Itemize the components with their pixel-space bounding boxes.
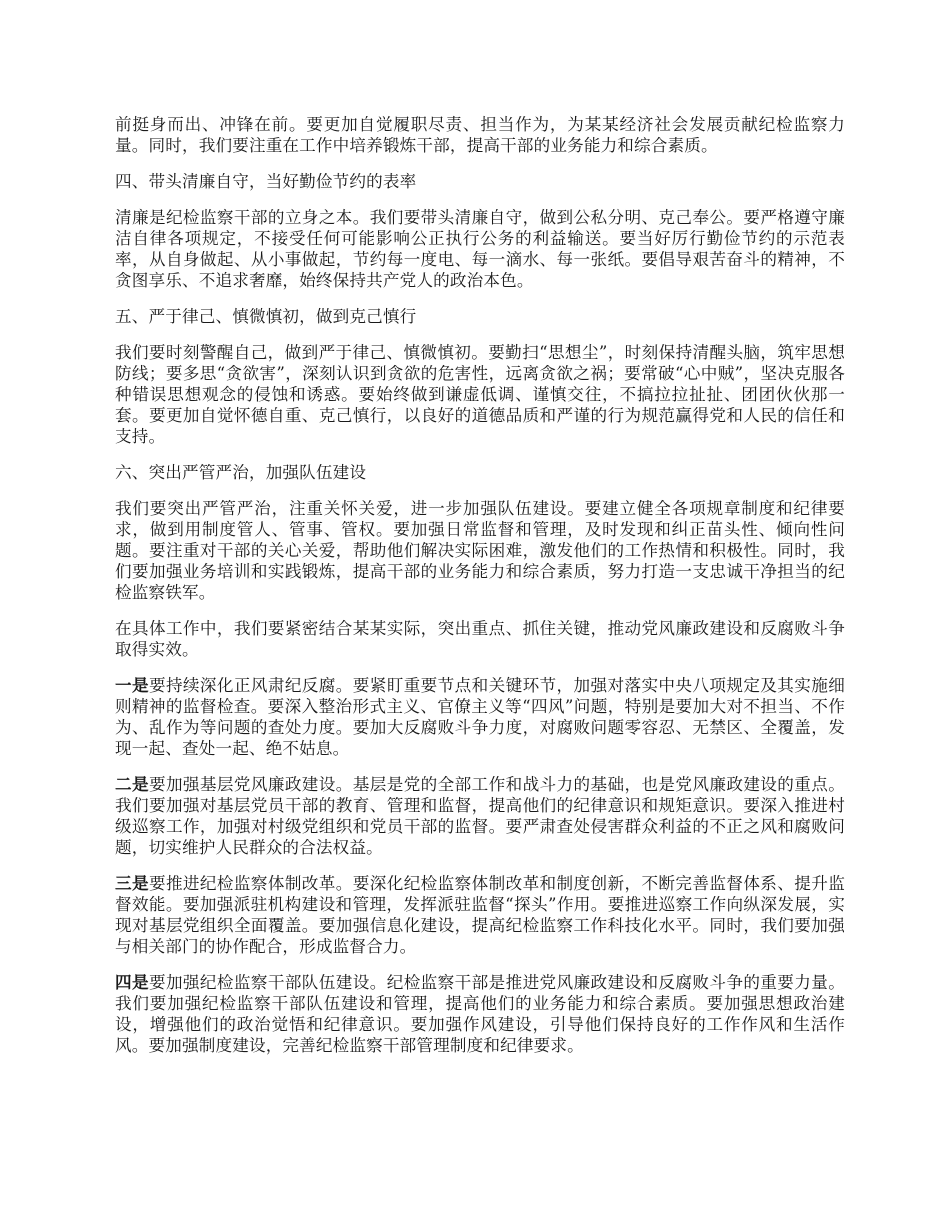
- list-item-2-lead: 二是: [115, 774, 149, 794]
- list-item-2-text: 要加强基层党风廉政建设。基层是党的全部工作和战斗力的基础，也是党风廉政建设的重点。我们要加强对基层党员干部的教育、管理和监督，提高他们的纪律意识和规矩意识。要深入推进村级巡察工作，加强对村级党组织和党员干部的监督。要严肃查处侵害群众利益的不正之风和腐败问题，切实维护人民群众的合法权益。: [115, 775, 845, 857]
- section-heading-5: 五、严于律己、慎微慎初，做到克己慎行: [115, 307, 417, 326]
- paragraph-integrity: 清廉是纪检监察干部的立身之本。我们要带头清廉自守，做到公私分明、克己奉公。要严格遵守廉洁自律各项规定，不接受任何可能影响公正执行公务的利益输送。要当好厉行勤俭节约的示范表率，从自身做起、从小事做起，节约每一度电、每一滴水、每一张纸。要倡导艰苦奋斗的精神，不贪图享乐、不追求奢靡，始终保持共产党人的政治本色。: [115, 208, 845, 290]
- document-page: [115, 114, 845, 1071]
- list-item-2: [115, 774, 845, 858]
- list-item-4-text: 要加强纪检监察干部队伍建设。纪检监察干部是推进党风廉政建设和反腐败斗争的重要力量。我们要加强纪检监察干部队伍建设和管理，提高他们的业务能力和综合素质。要加强思想政治建设，增强他们的政治觉悟和纪律意识。要加强作风建设，引导他们保持良好的工作作风和生活作风。要加强制度建设，完善纪检监察干部管理制度和纪律要求。: [115, 973, 845, 1055]
- list-item-3: [115, 873, 845, 957]
- paragraph-team-building: 我们要突出严管严治，注重关怀关爱，进一步加强队伍建设。要建立健全各项规章制度和纪律要求，做到用制度管人、管事、管权。要加强日常监督和管理，及时发现和纠正苗头性、倾向性问题。要注重对干部的关心关爱，帮助他们解决实际困难，激发他们的工作热情和积极性。同时，我们要加强业务培训和实践锻炼，提高干部的业务能力和综合素质，努力打造一支忠诚干净担当的纪检监察铁军。: [115, 499, 845, 602]
- section-heading-4: 四、带头清廉自守，当好勤俭节约的表率: [115, 172, 417, 191]
- list-item-4: [115, 972, 845, 1056]
- list-item-3-lead: 三是: [115, 873, 149, 893]
- list-item-1-text: 要持续深化正风肃纪反腐。要紧盯重要节点和关键环节，加强对落实中央八项规定及其实施细则精神的监督检查。要深入整治形式主义、官僚主义等“四风”问题，特别是要加大对不担当、不作为、乱作为等问题的查处力度。要加大反腐败斗争力度，对腐败问题零容忍、无禁区、全覆盖，发现一起、查处一起、绝不姑息。: [115, 676, 845, 758]
- list-item-4-lead: 四是: [115, 972, 149, 992]
- paragraph-self-discipline: 我们要时刻警醒自己，做到严于律己、慎微慎初。要勤扫“思想尘”，时刻保持清醒头脑，筑牢思想防线；要多思“贪欲害”，深刻认识到贪欲的危害性，远离贪欲之祸；要常破“心中贼”，坚决克服各种错误思想观念的侵蚀和诱惑。要始终做到谦虚低调、谨慎交往，不搞拉拉扯扯、团团伙伙那一套。要更加自觉怀德自重、克己慎行，以良好的道德品质和严谨的行为规范赢得党和人民的信任和支持。: [115, 343, 845, 446]
- list-item-3-text: 要推进纪检监察体制改革。要深化纪检监察体制改革和制度创新，不断完善监督体系、提升监督效能。要加强派驻机构建设和管理，发挥派驻监督“探头”作用。要推进巡察工作向纵深发展，实现对基层党组织全面覆盖。要加强信息化建设，提高纪检监察工作科技化水平。同时，我们要加强与相关部门的协作配合，形成监督合力。: [115, 874, 845, 956]
- section-heading-6: 六、突出严管严治，加强队伍建设: [115, 463, 367, 482]
- paragraph-continuation: 前挺身而出、冲锋在前。要更加自觉履职尽责、担当作为，为某某经济社会发展贡献纪检监察力量。同时，我们要注重在工作中培养锻炼干部，提高干部的业务能力和综合素质。: [115, 115, 845, 155]
- paragraph-intro-specific-work: 在具体工作中，我们要紧密结合某某实际，突出重点、抓住关键，推动党风廉政建设和反腐败斗争取得实效。: [115, 619, 845, 659]
- list-item-1-lead: 一是: [115, 675, 149, 695]
- list-item-1: [115, 675, 845, 759]
